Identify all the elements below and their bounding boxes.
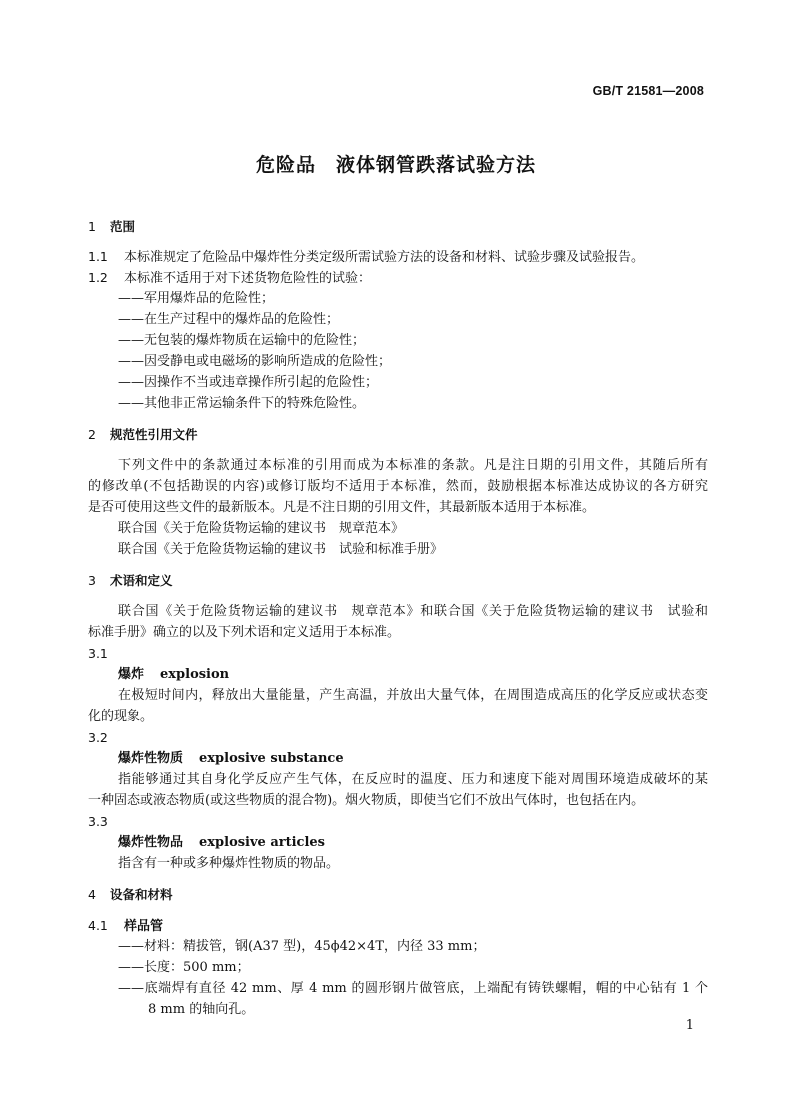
list-item-continued: 8 mm 的轴向孔。 [148,1002,255,1017]
list-item: ——材料：精拔管，钢(A37 型)，45ϕ42×4T，内径 33 mm； [118,939,486,954]
list-item: ——因受静电或电磁场的影响所造成的危险性； [118,354,392,369]
paragraph-line: 标准手册》确立的以及下列术语和定义适用于本标准。 [88,625,401,640]
section-number: 1 [88,219,96,234]
clause-text: 本标准规定了危险品中爆炸性分类定级所需试验方法的设备和材料、试验步骤及试验报告。 [124,250,645,265]
reference-item: 联合国《关于危险货物运输的建议书 规章范本》 [118,521,405,536]
definition-line: 化的现象。 [88,709,154,724]
definition-line: 指含有一种或多种爆炸性物质的物品。 [118,856,340,871]
term-entry [118,748,708,769]
reference-item: 联合国《关于危险货物运输的建议书 试验和标准手册》 [118,542,444,557]
clause-4-1 [88,915,708,937]
section-1-heading [88,216,708,237]
term-en: explosive articles [199,835,326,850]
section-3-heading [88,570,708,591]
term-number: 3.1 [88,646,108,661]
definition-line: 一种固态或液态物质(或这些物质的混合物)。烟火物质，即使当它们不放出气体时，也包括在内。 [88,793,645,808]
section-number: 4 [88,887,96,902]
section-number: 2 [88,427,96,442]
term-en: explosive substance [199,751,344,766]
list-item: ——长度：500 mm； [118,960,250,975]
list-item: ——在生产过程中的爆炸品的危险性； [118,312,340,327]
term-zh: 爆炸性物质 [118,751,184,766]
clause-1-2 [88,267,708,289]
page-number: 1 [685,1018,694,1033]
clause-number: 1.1 [88,249,108,264]
section-title: 术语和定义 [110,573,173,588]
section-title: 规范性引用文件 [110,427,198,442]
clause-text: 本标准不适用于对下述货物危险性的试验： [124,271,372,286]
definition-line: 在极短时间内，释放出大量能量，产生高温，并放出大量气体，在周围造成高压的化学反应或状态变 [118,688,708,703]
clause-heading: 样品管 [124,919,164,934]
term-entry [118,664,708,685]
list-item: ——其他非正常运输条件下的特殊危险性。 [118,396,366,411]
definition-line: 指能够通过其自身化学反应产生气体，在反应时的温度、压力和速度下能对周围环境造成破坏的某 [118,772,708,787]
standard-code: GB/T 21581—2008 [592,84,704,98]
list-item: ——因操作不当或违章操作所引起的危险性； [118,375,379,390]
term-entry [118,832,708,853]
document-title: 危险品 液体钢管跌落试验方法 [255,154,536,176]
clause-number: 4.1 [88,918,108,933]
clause-1-1 [88,246,708,268]
paragraph-line: 联合国《关于危险货物运输的建议书 规章范本》和联合国《关于危险货物运输的建议书 试验和 [118,604,708,619]
section-title: 范围 [110,219,136,234]
clause-number: 1.2 [88,270,108,285]
term-en: explosion [160,667,230,682]
list-item: ——无包装的爆炸物质在运输中的危险性； [118,333,366,348]
list-item: ——军用爆炸品的危险性； [118,291,275,306]
section-title: 设备和材料 [110,887,173,902]
paragraph-line: 的修改单(不包括勘误的内容)或修订版均不适用于本标准，然而，鼓励根据本标准达成协议的各方研究 [88,479,708,494]
list-item: ——底端焊有直径 42 mm、厚 4 mm 的圆形钢片做管底，上端配有铸铁螺帽，帽的中心钻有 1 个 [118,981,708,996]
section-2-heading [88,424,708,445]
term-number: 3.2 [88,730,108,745]
paragraph-line: 下列文件中的条款通过本标准的引用而成为本标准的条款。凡是注日期的引用文件，其随后所有 [118,458,708,473]
section-number: 3 [88,573,96,588]
term-number: 3.3 [88,814,108,829]
section-4-heading [88,884,708,905]
term-zh: 爆炸 [118,667,145,682]
paragraph-line: 是否可使用这些文件的最新版本。凡是不注日期的引用文件，其最新版本适用于本标准。 [88,500,596,515]
term-zh: 爆炸性物品 [118,835,184,850]
